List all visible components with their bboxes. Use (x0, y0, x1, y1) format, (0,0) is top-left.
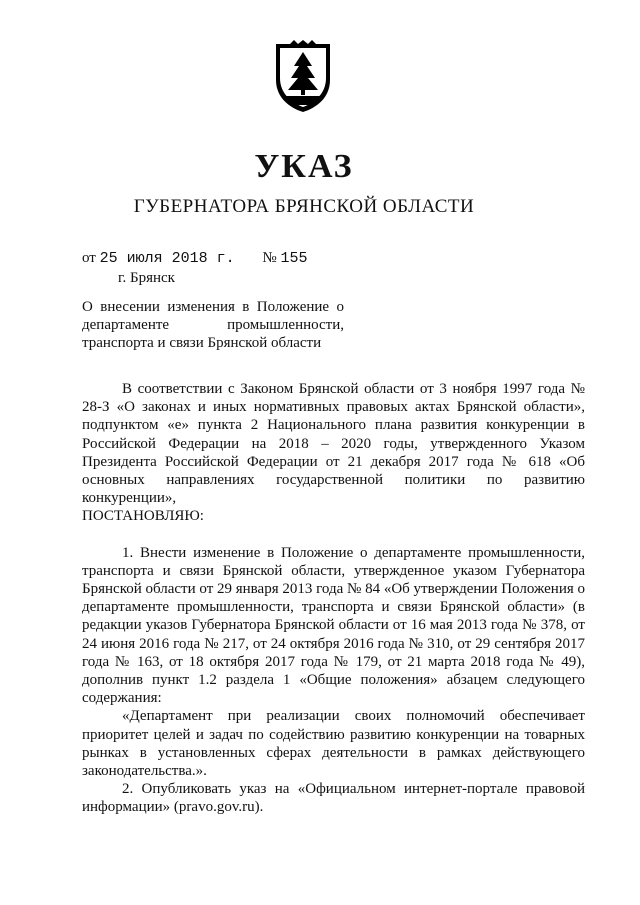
city: г. Брянск (118, 270, 175, 286)
decree-subject: О внесении изменения в Положение о департаменте промышленности, транспорта и связи Брянской области (82, 299, 344, 351)
preamble-paragraph: В соответствии с Законом Брянской области от 3 ноября 1997 года № 28-З «О законах и иных нормативных правовых актах Брянской области», подпунктом «е» пункта 2 Национального плана развития конкуренции в Российской Федерации на 2018 – 2020 годы, утвержденного Указом Президента Российской Федерации от 21 декабря 2017 года № 618 «Об основных направлениях государственной политики по развитию конкуренции», (82, 381, 585, 507)
date-prefix: от (82, 250, 96, 266)
coat-of-arms-icon (272, 40, 334, 114)
decree-number: 155 (280, 250, 308, 267)
number-label: № (262, 250, 277, 266)
decree-word: ПОСТАНОВЛЯЮ: (82, 508, 204, 525)
item-1-paragraph: 1. Внести изменение в Положение о департаменте промышленности, транспорта и связи Брянской области, утвержденное указом Губернатора Брянской области от 29 января 2013 года № 84 «Об утверждении Положения о департаменте промышленности, транспорта и связи Брянской области» (в редакции указов Губернатора Брянской области от 16 мая 2013 года № 378, от 24 июня 2016 года № 217, от 24 октября 2016 года № 310, от 29 сентября 2017 года № 163, от 18 октября 2017 года № 179, от 21 марта 2018 года № 49), дополнив пункт 1.2 раздела 1 «Общие положения» абзацем следующего содержания: (82, 544, 585, 707)
decree-body (82, 380, 585, 817)
item-2-paragraph: 2. Опубликовать указ на «Официальном интернет-портале правовой информации» (pravo.gov.ru). (82, 781, 585, 816)
document-title: УКАЗ (254, 148, 354, 185)
quoted-paragraph: «Департамент при реализации своих полномочий обеспечивает приоритет целей и задач по содействию развитию конкуренции на товарных рынках в установленных сферах деятельности в рамках действующего законодательства.». (82, 708, 585, 780)
decree-date: 25 июля 2018 г. (99, 250, 235, 267)
date-number-line (82, 250, 307, 267)
document-subtitle: ГУБЕРНАТОРА БРЯНСКОЙ ОБЛАСТИ (133, 196, 475, 217)
